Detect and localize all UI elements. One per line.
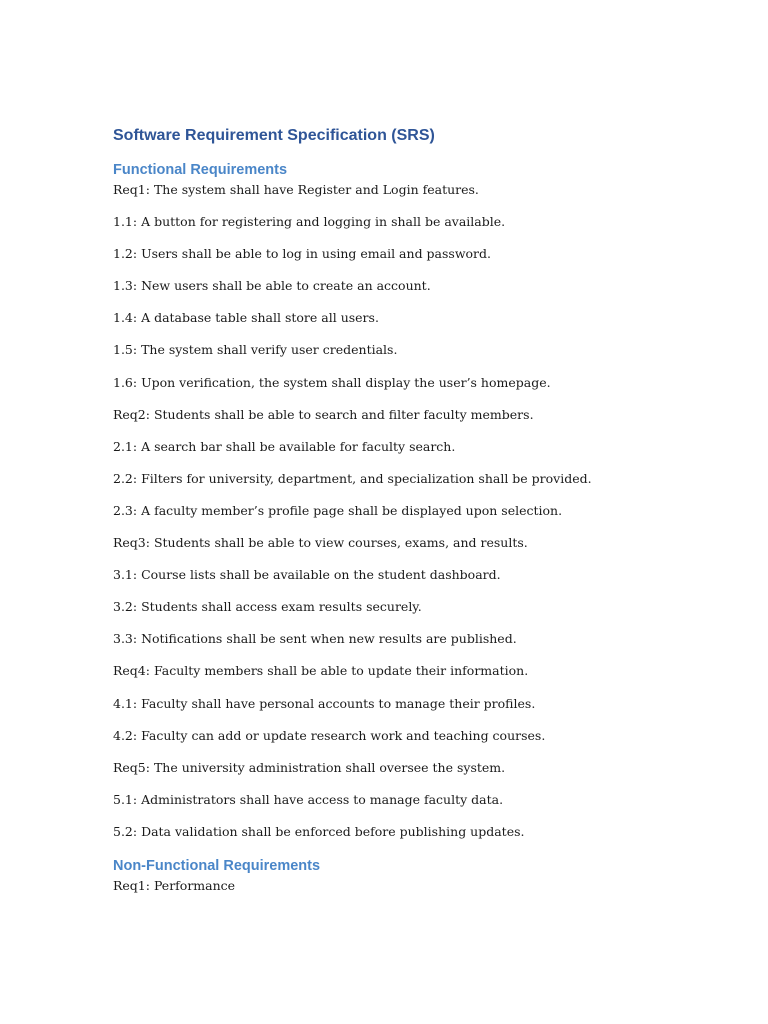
requirement-paragraph: 1.2: Users shall be able to log in using email and password. <box>113 246 491 262</box>
requirement-paragraph: Req4: Faculty members shall be able to update their information. <box>113 663 529 679</box>
document-page <box>113 120 713 908</box>
requirement-paragraph: 3.1: Course lists shall be available on the student dashboard. <box>113 567 501 583</box>
requirement-paragraph: 3.3: Notifications shall be sent when new results are published. <box>113 631 517 647</box>
requirement-paragraph: 1.3: New users shall be able to create an account. <box>113 278 431 294</box>
requirement-paragraph: 4.2: Faculty can add or update research work and teaching courses. <box>113 727 546 743</box>
requirement-paragraph: 1.4: A database table shall store all users. <box>113 310 379 326</box>
requirement-paragraph: 5.1: Administrators shall have access to manage faculty data. <box>113 791 504 807</box>
requirement-paragraph: 1.5: The system shall verify user credentials. <box>113 342 398 358</box>
non-functional-requirements-list <box>113 876 713 908</box>
requirement-paragraph: 1.6: Upon verification, the system shall display the user’s homepage. <box>113 374 551 390</box>
requirement-paragraph: Req2: Students shall be able to search and filter faculty members. <box>113 406 534 422</box>
section-heading-functional: Functional Requirements <box>113 162 288 178</box>
requirement-paragraph: 3.2: Students shall access exam results securely. <box>113 599 422 615</box>
requirement-paragraph: Req3: Students shall be able to view courses, exams, and results. <box>113 535 528 551</box>
functional-requirements-list <box>113 180 713 854</box>
section-heading-non-functional: Non-Functional Requirements <box>113 857 321 874</box>
requirement-paragraph: Req5: The university administration shall oversee the system. <box>113 759 506 775</box>
requirement-paragraph: Req1: Performance <box>113 877 236 893</box>
document-title: Software Requirement Specification (SRS) <box>113 127 435 144</box>
requirement-paragraph: 2.3: A faculty member’s profile page shall be displayed upon selection. <box>113 502 563 518</box>
requirement-paragraph: 2.2: Filters for university, department, and specialization shall be provided. <box>113 470 592 486</box>
requirement-paragraph: 2.1: A search bar shall be available for faculty search. <box>113 438 456 454</box>
requirement-paragraph: Req1: The system shall have Register and Login features. <box>113 182 479 197</box>
requirement-paragraph: 1.1: A button for registering and logging in shall be available. <box>113 214 506 230</box>
requirement-paragraph: 4.1: Faculty shall have personal accounts to manage their profiles. <box>113 695 536 711</box>
requirement-paragraph: 5.2: Data validation shall be enforced before publishing updates. <box>113 823 525 839</box>
